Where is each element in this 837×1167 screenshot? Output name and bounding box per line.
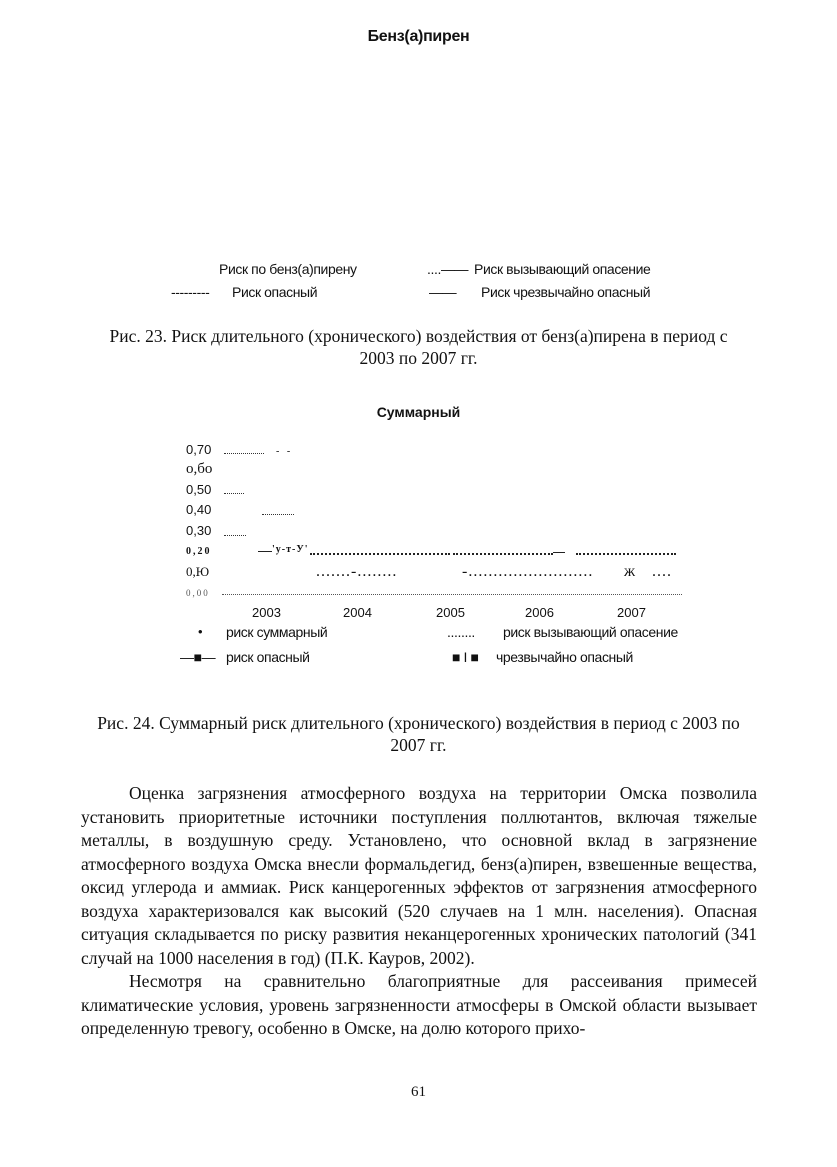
paragraph: Оценка загрязнения атмосферного воздуха на территории Омска позволила установить приоритетные источники поступления поллютантов, включая тяжелые металлы, в воздушную среду. Установлено, что основной вклад в загрязнение атмосферного воздуха Омска внесли формальдегид, бенз(а)пирен, взвешенные вещества, оксид углерода и аммиак. Риск канцерогенных эффектов от загрязнения атмосферного воздуха характеризовался как высокий (520 случаев на 1 млн. населения). Опасная ситуация складывается по риску развития неканцерогенных хронических патологий (341 случай на 1000 населения в год) (П.К. Кауров, 2002). [81,783,757,968]
legend-item-extreme: чрезвычайно опасный [496,649,633,665]
x-tick-label: 2004 [343,605,372,620]
series-line-extreme [310,553,450,555]
x-tick-label: 2006 [525,605,554,620]
series-line-extreme [576,553,676,555]
gridline-fragment [262,514,294,515]
legend-item-risk-benzapyrene: Риск по бенз(а)пирену [219,261,357,277]
legend-item-risk-extreme: Риск чрезвычайно опасный [481,284,651,300]
series-line-extreme-segment [258,551,272,552]
y-tick-label: 0,20 [186,546,212,557]
y-tick-label: 0,00 [186,588,210,598]
legend-marker-dangerous: —■— [180,649,216,665]
y-tick-label: 0,50 [186,482,212,497]
legend-marker-concern: ....—— [427,261,469,277]
x-tick-label: 2005 [436,605,465,620]
page-number: 61 [411,1084,426,1100]
series-marker-label: 'у-т-У' [272,544,309,555]
legend-item-risk-dangerous: Риск опасный [232,284,318,300]
series-line-concern: .......-........ [316,563,398,580]
stray-mark: - - [276,446,291,457]
series-line-extreme [453,553,553,555]
gridline-fragment [224,535,246,536]
paragraph: Несмотря на сравнительно благоприятные для рассеивания примесей климатические условия, уровень загрязненности атмосферы в Омской области вызывает определенную тревогу, особенно в Омске, на долю которого прихо- [81,971,757,1038]
series-line-extreme-segment [553,552,565,553]
series-line-concern: -......................... [462,563,594,580]
legend-marker-dangerous: --------- [171,284,210,300]
y-tick-label: 0,30 [186,523,212,538]
x-axis-line [222,594,682,595]
chart1-title: Бенз(а)пирен [367,28,470,45]
x-tick-label: 2007 [617,605,646,620]
y-tick-label: о,бо [186,461,213,477]
legend-marker-concern: ........ [447,624,475,640]
legend-item-risk-concern: Риск вызывающий опасение [474,261,651,277]
chart2-title: Суммарный [376,404,461,420]
y-tick-label: 0,70 [186,442,212,457]
legend-item-dangerous: риск опасный [226,649,310,665]
legend-marker-sum: • [198,624,203,639]
figure-23-caption: Рис. 23. Риск длительного (хронического) воздействия от бенз(а)пирена в период с 2003 по 2007 гг. [109,326,728,368]
legend-item-concern: риск вызывающий опасение [503,624,678,640]
legend-item-sum: риск суммарный [226,624,328,640]
gridline-fragment [224,453,264,454]
gridline-fragment [224,493,244,494]
legend-marker-extreme: ■ I ■ [452,649,479,665]
figure-24-caption: Рис. 24. Суммарный риск длительного (хронического) воздействия в период с 2003 по 2007 гг. [97,713,740,755]
series-line-concern: .... [652,563,672,580]
y-tick-label: 0,40 [186,502,212,517]
y-tick-label: 0,Ю [186,564,210,579]
legend-marker-extreme: —— [429,284,457,300]
series-marker: ж [624,563,637,580]
body-text [81,782,757,1041]
x-tick-label: 2003 [252,605,281,620]
